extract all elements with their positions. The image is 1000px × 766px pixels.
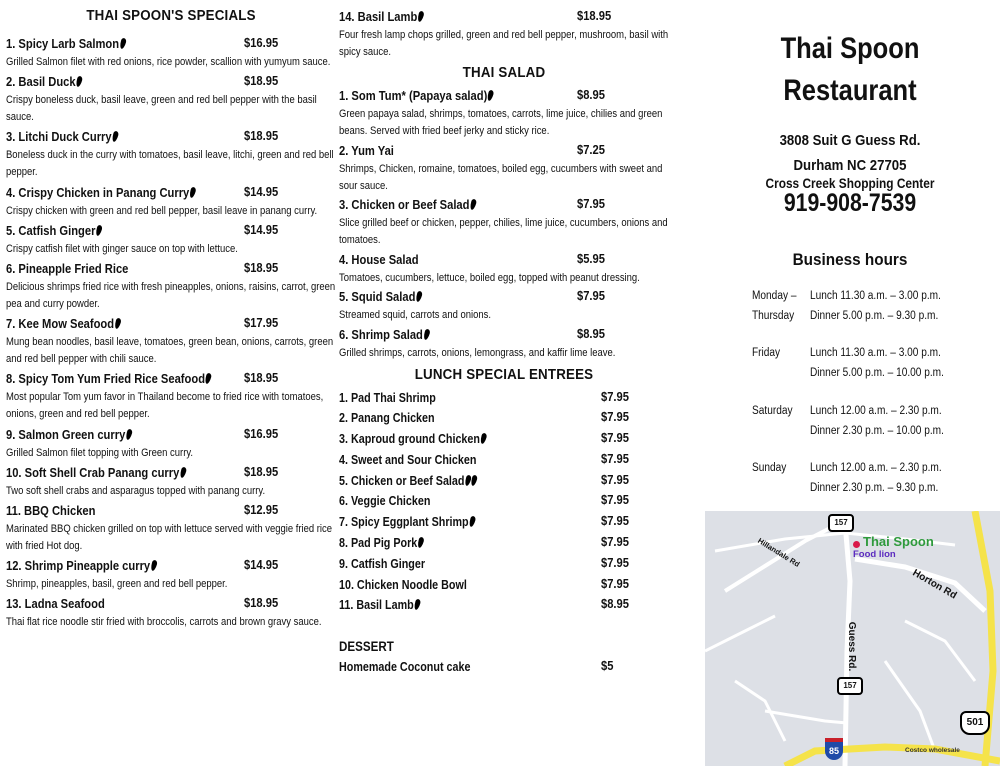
- menu-item: [339, 196, 669, 249]
- menu-item-description: Grilled Salmon filet topping with Green curry.: [6, 446, 194, 459]
- lunch-item-name: 9. Catfish Ginger: [339, 556, 426, 571]
- lunch-item-price: $7.95: [601, 575, 629, 591]
- map-road-hillandale: Hillandale Rd: [756, 536, 802, 569]
- menu-item-price: $8.95: [577, 325, 605, 341]
- specials-title: THAI SPOON'S SPECIALS: [86, 8, 256, 24]
- hours-day: Friday: [752, 347, 781, 359]
- lunch-item: [339, 430, 669, 451]
- menu-item: [339, 142, 669, 195]
- menu-item-description: Crispy boneless duck, basil leave, green and red bell pepper with the basil sauce.: [6, 94, 317, 124]
- menu-item-description: Crispy chicken with green and red bell pepper, basil leave in panang curry.: [6, 204, 318, 217]
- map-shield-501: 501: [960, 711, 990, 735]
- menu-item-description: Grilled shrimps, carrots, onions, lemongrass, and kaffir lime leave.: [339, 346, 616, 359]
- menu-item-name: 9. Salmon Green curry: [6, 427, 131, 442]
- menu-item-description: Boneless duck in the curry with tomatoes, basil leave, litchi, green and red bell pepper.: [6, 149, 334, 179]
- menu-item: [6, 128, 336, 181]
- pepper-icon: [150, 559, 158, 571]
- location-map[interactable]: [705, 511, 1000, 766]
- lunch-item-price: $7.95: [601, 430, 629, 446]
- pepper-icon: [487, 89, 495, 101]
- menu-item-name: 6. Pineapple Fried Rice: [6, 260, 129, 276]
- menu-item-description: Green papaya salad, shrimps, tomatoes, carrots, lime juice, chilies and green beans. Served with fried beef jerky and sticky rice.: [339, 108, 663, 137]
- menu-item-price: $18.95: [244, 73, 279, 89]
- pepper-icon: [417, 10, 425, 22]
- menu-item-price: $16.95: [244, 425, 279, 441]
- pepper-icon: [413, 599, 421, 611]
- lunch-item-price: $7.95: [601, 492, 629, 508]
- lunch-item: [339, 451, 669, 472]
- lunch-item-price: $7.95: [601, 450, 629, 466]
- lunch-item-name: 5. Chicken or Beef Salad: [339, 474, 477, 488]
- menu-item-description: Shrimp, pineapples, basil, green and red bell pepper.: [6, 578, 228, 591]
- pepper-icon: [479, 432, 487, 444]
- pepper-icon: [415, 290, 423, 302]
- pepper-icon: [422, 328, 430, 340]
- menu-item-header: [6, 128, 336, 147]
- menu-item-name: 4. House Salad: [339, 251, 419, 267]
- menu-item-header: [6, 222, 336, 241]
- menu-item: [6, 315, 336, 368]
- menu-item-price: $14.95: [244, 221, 279, 237]
- salad-title: THAI SALAD: [462, 65, 546, 81]
- lunch-item: [339, 409, 669, 430]
- menu-item-header: [6, 260, 336, 279]
- menu-item-header: [6, 73, 336, 92]
- menu-item-description: Grilled Salmon filet with red onions, rice powder, scallion with yumyum sauce.: [6, 56, 331, 68]
- menu-item: [6, 184, 336, 220]
- location-pin: [853, 541, 860, 548]
- menu-item-name: 8. Spicy Tom Yum Fried Rice Seafood: [6, 371, 211, 386]
- pepper-icon: [75, 76, 83, 88]
- specials-list: [6, 35, 336, 631]
- hours-day: Thursday: [752, 310, 795, 322]
- menu-item: [6, 557, 336, 593]
- menu-item-description: Streamed squid, carrots and onions.: [339, 309, 491, 321]
- pepper-icon: [417, 536, 425, 548]
- menu-item-price: $18.95: [244, 595, 279, 611]
- dessert-name: Homemade Coconut cake: [339, 660, 471, 675]
- menu-item-header: [339, 87, 669, 106]
- menu-item-name: 11. BBQ Chicken: [6, 502, 96, 518]
- menu-item-header: [6, 35, 336, 54]
- lunch-item: [339, 596, 669, 617]
- menu-item-name: 12. Shrimp Pineapple curry: [6, 558, 156, 573]
- menu-item-price: $7.95: [577, 196, 605, 211]
- hours-time: Dinner 2.30 p.m. – 9.30 p.m.: [810, 482, 939, 494]
- hours-day: Saturday: [752, 405, 793, 417]
- menu-item-header: [6, 464, 336, 483]
- menu-item-price: $18.95: [244, 259, 279, 275]
- menu-item-name: 10. Soft Shell Crab Panang curry: [6, 465, 185, 480]
- lunch-item-name: 2. Panang Chicken: [339, 411, 435, 426]
- menu-item-name: 3. Litchi Duck Curry: [6, 129, 118, 144]
- hours-title: Business hours: [792, 250, 908, 269]
- map-shield-157-top: 157: [828, 514, 854, 532]
- pepper-icon: [468, 516, 476, 528]
- lunch-item: [339, 513, 669, 534]
- hours-time: Dinner 5.00 p.m. – 9.30 p.m.: [810, 310, 939, 322]
- shopping-center: Cross Creek Shopping Center: [765, 176, 935, 191]
- menu-item: [339, 8, 669, 61]
- dessert-section: [339, 638, 669, 676]
- menu-item: [339, 326, 669, 362]
- lunch-item-name: 7. Spicy Eggplant Shrimp: [339, 515, 475, 529]
- pepper-icon: [205, 373, 213, 385]
- pepper-icon: [179, 466, 187, 478]
- specials-column: [6, 0, 336, 633]
- address: 3808 Suit G Guess Rd.: [779, 132, 921, 149]
- menu-item-name: 6. Shrimp Salad: [339, 327, 429, 342]
- map-road-horton: Horton Rd: [910, 567, 959, 602]
- map-store-label: Food lion: [853, 549, 896, 560]
- dessert-item: [339, 658, 669, 676]
- menu-item: [6, 502, 336, 555]
- menu-item: [6, 35, 336, 71]
- menu-item-description: Thai flat rice noodle stir fried with broccolis, carrots and brown gravy sauce.: [6, 616, 322, 629]
- lunch-item-name: 3. Kaproud ground Chicken: [339, 432, 486, 446]
- menu-item-name: 14. Basil Lamb: [339, 9, 423, 24]
- hours-day: Sunday: [752, 462, 787, 474]
- map-costco-label: Costco wholesale: [905, 747, 960, 754]
- menu-item: [6, 464, 336, 500]
- menu-item-price: $18.95: [244, 463, 279, 479]
- menu-item-name: 13. Ladna Seafood: [6, 596, 105, 612]
- menu-item-header: [339, 196, 669, 215]
- lunch-item-price: $7.95: [601, 513, 629, 529]
- menu-item-description: Delicious shrimps fried rice with fresh pineapples, onions, raisins, carrot, green pea and curry powder.: [6, 280, 336, 310]
- pepper-icon: [95, 224, 103, 236]
- menu-item: [6, 222, 336, 258]
- menu-item-name: 3. Chicken or Beef Salad: [339, 197, 476, 212]
- lunch-item-name: 6. Veggie Chicken: [339, 494, 431, 509]
- info-column: [700, 0, 1000, 270]
- map-shield-157-bottom: 157: [837, 677, 863, 695]
- menu-item: [339, 251, 669, 287]
- menu-item-price: $18.95: [577, 8, 612, 23]
- menu-item-header: [6, 502, 336, 521]
- menu-item-description: Two soft shell crabs and asparagus topped with panang curry.: [6, 484, 266, 497]
- menu-item: [6, 426, 336, 462]
- menu-item-description: Mung bean noodles, basil leave, tomatoes, green bean, onions, carrots, green and red bell pepper with chili sauce.: [6, 336, 334, 366]
- map-place-label: Thai Spoon: [863, 534, 934, 549]
- menu-item-header: [6, 315, 336, 334]
- lunch-title: LUNCH SPECIAL ENTREES: [414, 366, 594, 383]
- menu-item-header: [6, 557, 336, 576]
- menu-item-price: $14.95: [244, 557, 279, 573]
- menu-item-header: [339, 288, 669, 307]
- pepper-icon: [119, 37, 127, 49]
- hours-day: Monday –: [752, 290, 797, 302]
- lunch-item-price: $7.95: [601, 554, 629, 570]
- lunch-item-name: 10. Chicken Noodle Bowl: [339, 577, 467, 592]
- menu-item: [339, 288, 669, 324]
- restaurant-name: [700, 28, 1000, 112]
- menu-item-header: [339, 142, 669, 161]
- menu-item-description: Four fresh lamp chops grilled, green and red bell pepper, mushroom, basil with spicy sauce.: [339, 29, 669, 58]
- menu-item-description: Shrimps, Chicken, romaine, tomatoes, boiled egg, cucumbers with sweet and sour sauce.: [339, 162, 663, 192]
- lunch-item-price: $7.95: [601, 388, 629, 404]
- menu-item: [6, 260, 336, 313]
- menu-item-header: [339, 251, 669, 270]
- lunch-item: [339, 534, 669, 555]
- hours-time: Lunch 12.00 a.m. – 2.30 p.m.: [810, 462, 942, 474]
- menu-item: [6, 73, 336, 126]
- lunch-item-name: 4. Sweet and Sour Chicken: [339, 452, 477, 467]
- menu-item-basil-lamb: [339, 8, 669, 61]
- map-shield-85: 85: [825, 738, 843, 760]
- lunch-item-name: 11. Basil Lamb: [339, 598, 420, 612]
- menu-item-name: 2. Basil Duck: [6, 74, 82, 89]
- dessert-price: $5: [601, 658, 614, 674]
- menu-item-name: 5. Squid Salad: [339, 289, 421, 304]
- menu-item-description: Crispy catfish filet with ginger sauce on top with lettuce.: [6, 242, 238, 255]
- menu-item-price: $14.95: [244, 183, 279, 199]
- menu-item-name: 1. Spicy Larb Salmon: [6, 36, 125, 51]
- hours-time: Lunch 12.00 a.m. – 2.30 p.m.: [810, 405, 942, 417]
- hours-time: Lunch 11.30 a.m. – 3.00 p.m.: [810, 290, 941, 302]
- salad-column: [339, 0, 669, 676]
- pepper-icon: [111, 131, 119, 143]
- map-road-guess: Guess Rd.: [846, 621, 858, 672]
- menu-item-price: $7.95: [577, 288, 605, 303]
- menu-item-header: [339, 8, 669, 27]
- lunch-item-name: 8. Pad Pig Pork: [339, 536, 423, 550]
- menu-item-price: $18.95: [244, 370, 279, 386]
- menu-item-header: [339, 326, 669, 345]
- lunch-item: [339, 472, 669, 493]
- phone-number: 919-908-7539: [783, 189, 917, 217]
- menu-item-description: Marinated BBQ chicken grilled on top with lettuce served with veggie fried rice with fried Hot dog.: [6, 522, 333, 552]
- menu-item-header: [6, 184, 336, 203]
- menu-item-name: 5. Catfish Ginger: [6, 223, 101, 238]
- lunch-item: [339, 492, 669, 513]
- pepper-icon: [469, 198, 477, 210]
- lunch-list: [339, 389, 669, 618]
- menu-item-price: $16.95: [244, 35, 279, 50]
- lunch-item-price: $8.95: [601, 596, 629, 612]
- menu-item-price: $17.95: [244, 315, 279, 331]
- menu-item-name: 7. Kee Mow Seafood: [6, 316, 120, 331]
- dessert-title: DESSERT: [339, 639, 394, 655]
- menu-item-header: [6, 595, 336, 614]
- lunch-item: [339, 389, 669, 410]
- restaurant-name-line2: Restaurant: [783, 74, 917, 107]
- salad-list: [339, 87, 669, 362]
- lunch-item-price: $7.95: [601, 409, 629, 425]
- hours-time: Dinner 2.30 p.m. – 10.00 p.m.: [810, 425, 944, 437]
- menu-item-price: $18.95: [244, 128, 279, 144]
- menu-item-description: Tomatoes, cucumbers, lettuce, boiled egg, topped with peanut dressing.: [339, 271, 640, 284]
- menu-item: [6, 370, 336, 423]
- lunch-item: [339, 576, 669, 597]
- pepper-icon: [189, 186, 197, 198]
- menu-item-name: 1. Som Tum* (Papaya salad): [339, 88, 493, 103]
- menu-item-price: $12.95: [244, 501, 279, 517]
- lunch-item-name: 1. Pad Thai Shrimp: [339, 390, 436, 405]
- menu-item-description: Most popular Tom yum favor in Thailand become to fried rice with tomatoes, onions, green and red bell pepper.: [6, 391, 324, 421]
- menu-item: [339, 87, 669, 140]
- menu-item-name: 2. Yum Yai: [339, 142, 394, 158]
- menu-item-header: [6, 370, 336, 389]
- lunch-item: [339, 555, 669, 576]
- menu-item-header: [6, 426, 336, 445]
- pepper-icon: [125, 428, 133, 440]
- city: Durham NC 27705: [793, 157, 907, 174]
- pepper-icon: [114, 317, 122, 329]
- menu-item-description: Slice grilled beef or chicken, pepper, chilies, lime juice, cucumbers, onions and tomatoes.: [339, 217, 668, 246]
- lunch-item-price: $7.95: [601, 534, 629, 550]
- restaurant-name-line1: Thai Spoon: [780, 32, 920, 65]
- menu-item-name: 4. Crispy Chicken in Panang Curry: [6, 185, 195, 200]
- lunch-item-price: $7.95: [601, 471, 629, 487]
- hours-time: Lunch 11.30 a.m. – 3.00 p.m.: [810, 347, 941, 359]
- hours-time: Dinner 5.00 p.m. – 10.00 p.m.: [810, 367, 944, 379]
- menu-item: [6, 595, 336, 631]
- menu-item-price: $7.25: [577, 141, 605, 157]
- menu-item-price: $8.95: [577, 87, 605, 102]
- menu-item-price: $5.95: [577, 250, 605, 266]
